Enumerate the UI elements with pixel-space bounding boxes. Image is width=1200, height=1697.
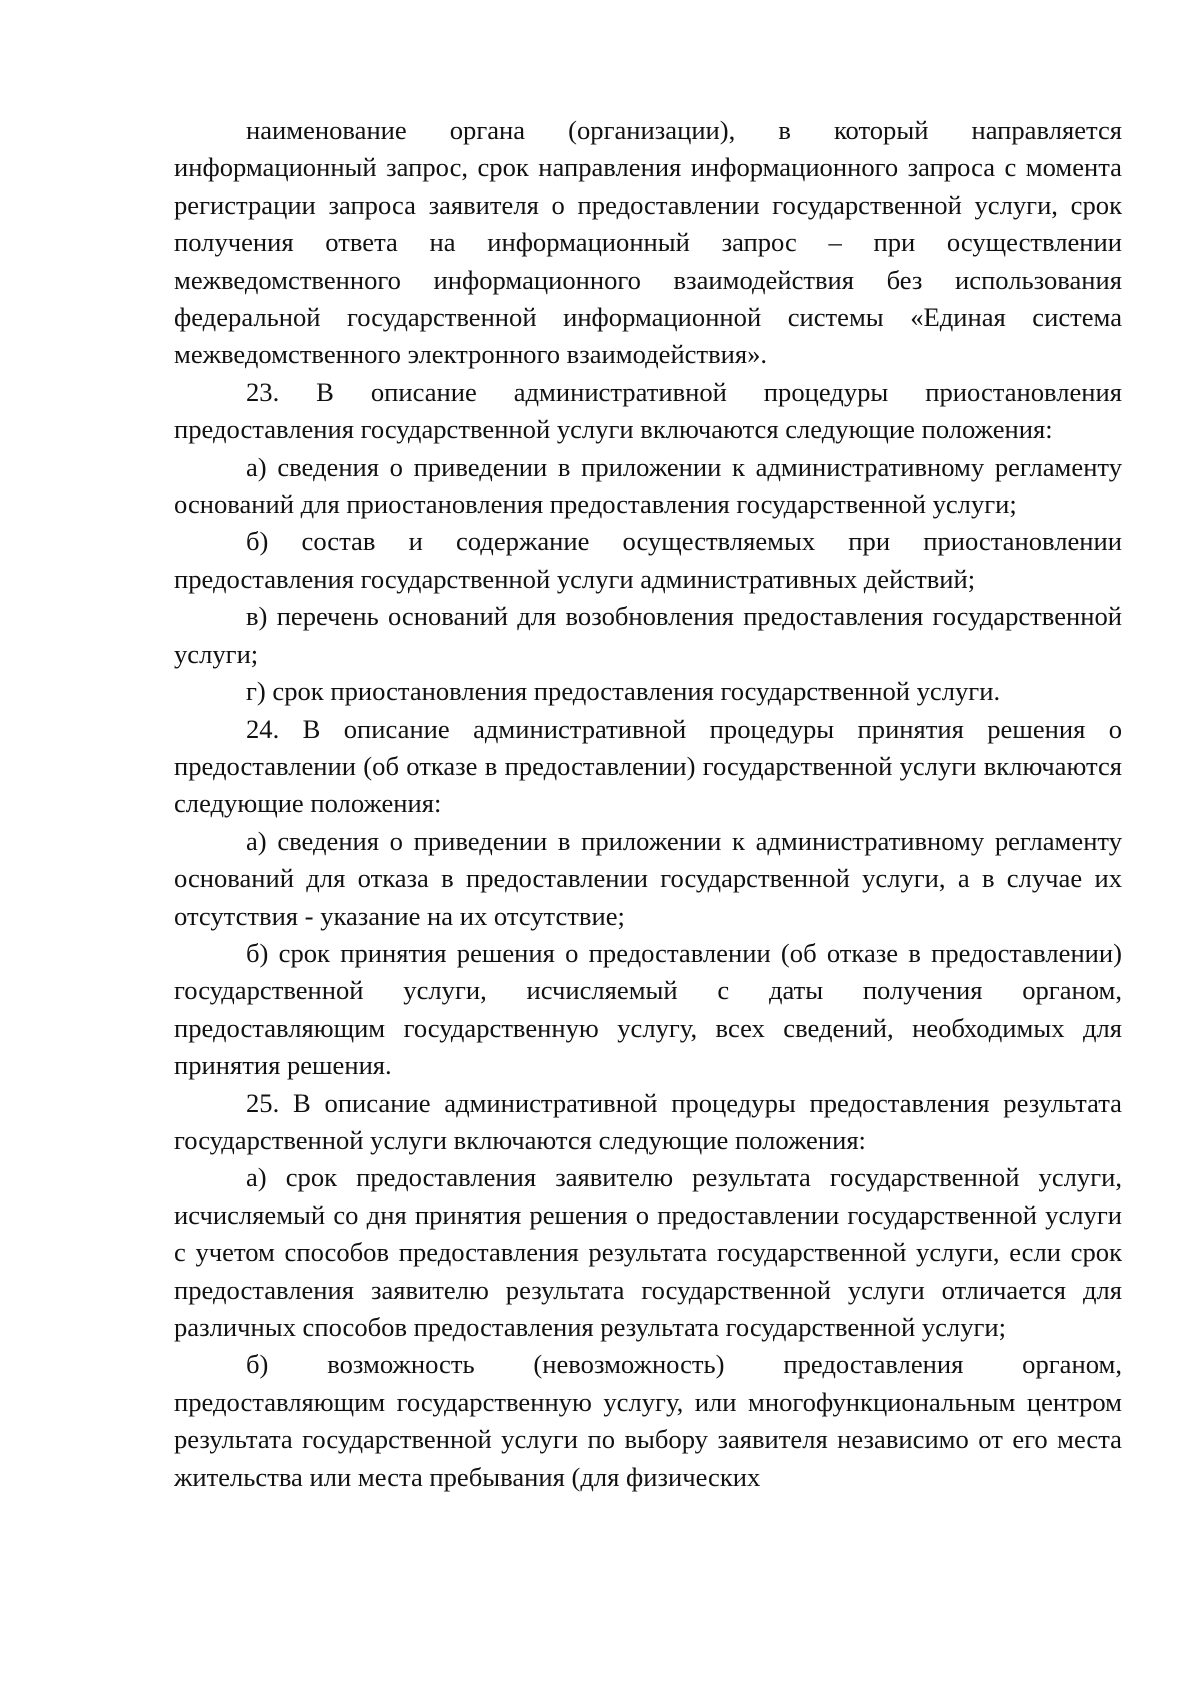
paragraph-25-result: 25. В описание административной процедуры предоставления результата государственной услуги включаются следующие положения: <box>174 1087 1122 1155</box>
document-body <box>174 112 1122 1496</box>
paragraph-25-a: а) срок предоставления заявителю результата государственной услуги, исчисляемый со дня принятия решения о предоставлении государственной услуги с учетом способов предоставления результата государственной услуги, если срок предоставления заявителю результата государственной услуги отличается для различных способов предоставления результата государственной услуги; <box>174 1162 1122 1342</box>
paragraph-info-request-continuation: наименование органа (организации), в который направляется информационный запрос, срок направления информационного запроса с момента регистрации запроса заявителя о предоставлении государственной услуги, срок получения ответа на информационный запрос – при осуществлении межведомственного информационного взаимодействия без использования федеральной государственной информационной системы «Единая система межведомственного электронного взаимодействия». <box>174 115 1122 370</box>
paragraph-23-b: б) состав и содержание осуществляемых при приостановлении предоставления государственной услуги административных действий; <box>174 526 1122 594</box>
paragraph-24-b: б) срок принятия решения о предоставлении (об отказе в предоставлении) государственной услуги, исчисляемый с даты получения органом, предоставляющим государственную услугу, всех сведений, необходимых для принятия решения. <box>174 937 1122 1081</box>
paragraph-23-g: г) срок приостановления предоставления государственной услуги. <box>246 676 1001 707</box>
paragraph-23-a: а) сведения о приведении в приложении к административному регламенту оснований для приостановления предоставления государственной услуги; <box>174 451 1122 520</box>
paragraph-25-b: б) возможность (невозможность) предоставления органом, предоставляющим государственную услугу, или многофункциональным центром результата государственной услуги по выбору заявителя независимо от его места жительства или места пребывания (для физических <box>174 1349 1122 1492</box>
paragraph-24-decision: 24. В описание административной процедуры принятия решения о предоставлении (об отказе в предоставлении) государственной услуги включаются следующие положения: <box>174 713 1122 819</box>
paragraph-23-suspension: 23. В описание административной процедуры приостановления предоставления государственной услуги включаются следующие положения: <box>174 376 1122 445</box>
paragraph-24-a: а) сведения о приведении в приложении к административному регламенту оснований для отказа в предоставлении государственной услуги, а в случае их отсутствия - указание на их отсутствие; <box>174 825 1122 931</box>
paragraph-23-v: в) перечень оснований для возобновления предоставления государственной услуги; <box>174 601 1122 669</box>
